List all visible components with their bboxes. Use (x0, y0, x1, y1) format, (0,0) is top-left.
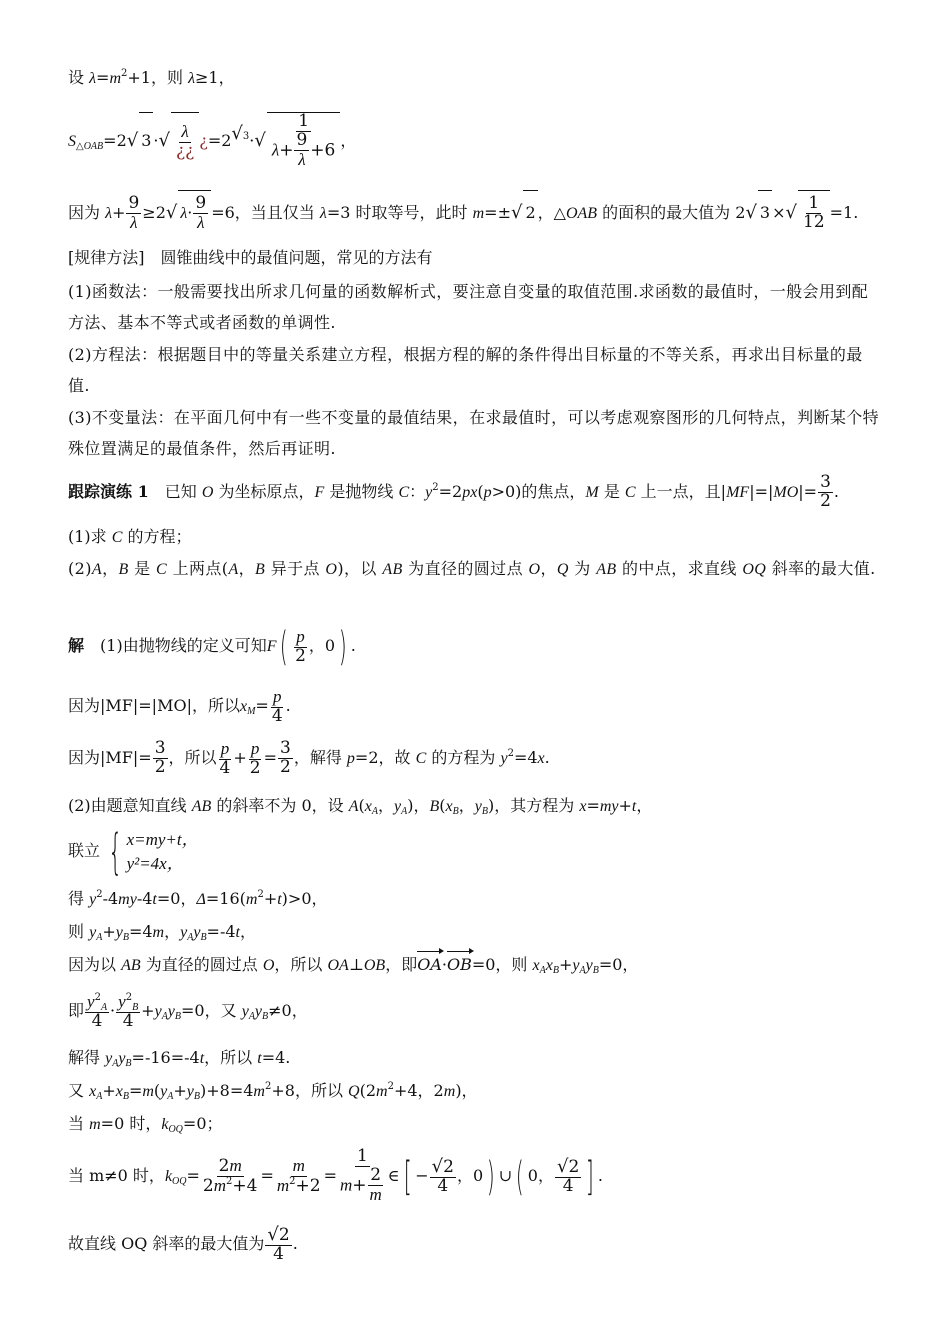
solution-5-text: 联立 (68, 841, 101, 860)
system-eq-2: y²=4x， (126, 853, 184, 873)
solution-6: 得 $y^2-4my-4t=0$，$\Delta=16(m^2+t)>0$， (68, 889, 328, 908)
solution-5-system: 联立 { x=my+t， y²=4x， (68, 823, 199, 880)
inequality-prefix: 因为 (68, 203, 101, 222)
system-eq-1: x=my+t， (126, 829, 199, 849)
solution-9-text-a: 即 (68, 1001, 85, 1020)
solution-13: 当 m≠0 时，$k_{OQ}=$ $\frac{2m}{2m^2+4}$ = $\frac{m}{m^2+2}$ = 1 m+ $\frac{2}{m}$ ∈[ − √ $\frac{2}{4}$ ，0) ∪( 0， √ $\frac{2}{4}$ ] . (68, 1144, 880, 1209)
solution-1: 解 (1)由抛物线的定义可知F( $\frac{p}{2}$ ，0) . (68, 623, 356, 670)
solution-12: 当 m=0 时，$k_{OQ}=0$； (68, 1114, 223, 1135)
solution-8: 因为以 AB 为直径的圆过点 O，所以 OA⊥OB，即OA·OB=0，则 $x_Ax_B+y_Ay_B=0$， (68, 950, 880, 981)
text-line-lambda-def: 设 $\lambda=m^2+1$，则 λ≥1， (68, 68, 235, 87)
solution-4: (2)由题意知直线 AB 的斜率不为 0，设 $A(x_A$，$y_A$)，$B(x_B$，$y_B$)，其方程为 x=my+t， (68, 796, 653, 817)
solution-2: 因为|MF|=|MO|，所以$x_M=$ $\frac{p}{4}$ . (68, 686, 291, 726)
solution-11: 又 $x_A+x_B=m(y_A+y_B)+8=4m^2+8$，所以 $Q(2m^2+4$，2m)， (68, 1081, 478, 1102)
method-1: (1)函数法：一般需要找出所求几何量的函数解析式，要注意自变量的取值范围.求函数的最值时，一般会用到配方法、基本不等式或者函数的单调性. (68, 282, 869, 332)
solution-14: 故直线 OQ 斜率的最大值为 √ $\frac{2}{4}$ . (68, 1220, 880, 1268)
solution-9: 即 $\frac{y^2_A}{4}$ · $\frac{y^2_B}{4}$ $+y_Ay_B=0$，又 $y_Ay_B\ne 0$， (68, 991, 308, 1031)
question-1: (1)求 C 的方程； (68, 527, 192, 546)
solution-2-text: 因为|MF|=|MO|，所以 (68, 696, 240, 715)
practice-label: 跟踪演练 1 (68, 482, 149, 501)
formula-area: $S_{\triangle OAB}=2√$ 3 ·√ $\frac{\lambda}{¿¿}$ ¿=2√ $^3$·√ 1 λ+ $\frac{9}{\lambda}$ +6 ， (68, 112, 880, 170)
practice-statement: 跟踪演练 1 已知 O 为坐标原点，F 是抛物线 C：$y^2=2px(p>0)$的焦点，M 是 C 上一点，且|MF|=|MO|= $\frac{3}{2}$ . (68, 472, 839, 511)
solution-3-text-a: 因为|MF|= (68, 748, 152, 767)
solution-7: 则 $y_A+y_B=4m$，$y_Ay_B=-4t$， (68, 922, 257, 943)
method-2: (2)方程法：根据题目中的等量关系建立方程，根据方程的解的条件得出目标量的不等关系，再求出目标量的最值. (68, 345, 863, 395)
solution-10: 解得 $y_Ay_B=-16=-4t$，所以 t=4. (68, 1048, 291, 1069)
solution-3: 因为|MF|= $\frac{3}{2}$ ，所以 $\frac{p}{4}$ + $\frac{p}{2}$ = $\frac{3}{2}$ ，解得 p=2，故 C 的方程为 $y^2=4x$. (68, 738, 550, 778)
solution-1-text: (1)由抛物线的定义可知 (100, 636, 267, 655)
solution-label: 解 (68, 636, 85, 655)
method-title: [规律方法] 圆锥曲线中的最值问题，常见的方法有 (68, 248, 433, 267)
solution-13-text: 当 m≠0 时， (68, 1166, 165, 1185)
text-line-inequality: 因为 λ+ $\frac{9}{\lambda}$ ≥2√ λ· $\frac{9}{\lambda}$ =6，当且仅当 λ=3 时取等号，此时 m=±√ 2 ，△OAB 的面积的最大值为 2√ 3 ×√ $\frac{1}{12}$ =1. (68, 190, 880, 236)
method-3: (3)不变量法：在平面几何中有一些不变量的最值结果，在求最值时，可以考虑观察图形的几何特点，判断某个特殊位置满足的最值条件，然后再证明. (68, 408, 880, 458)
solution-14-text: 故直线 OQ 斜率的最大值为 (68, 1234, 265, 1253)
question-2: (2)A，B 是 C 上两点(A，B 异于点 O)，以 AB 为直径的圆过点 O，Q 为 AB 的中点，求直线 OQ 斜率的最大值. (68, 559, 876, 578)
solution-3-text-b: ，所以 (168, 748, 217, 767)
